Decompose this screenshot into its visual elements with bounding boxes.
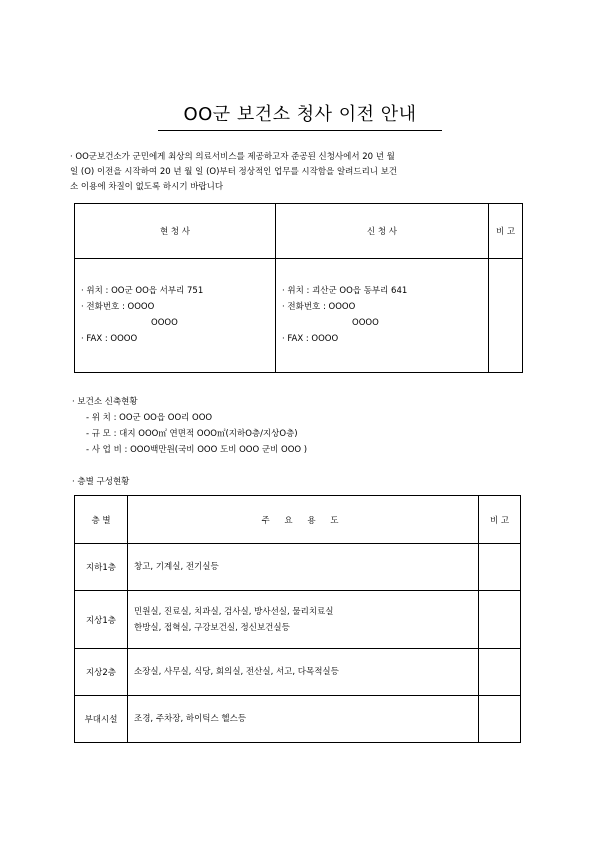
table-row [75, 591, 521, 649]
construction-scale: - 규 모 : 대지 OOO㎡ 연면적 OOO㎡(지하O층/지상O층) [86, 429, 298, 439]
floor-use [128, 591, 479, 649]
use-line: 조경, 주차장, 하이틱스 헬스등 [134, 714, 247, 724]
construction-section [72, 394, 307, 458]
intro-line: · OO군보건소가 군민에게 최상의 의료서비스를 제공하고자 준공된 신청사에서 20 년 월 [70, 152, 395, 162]
header-floor: 층 별 [75, 496, 128, 544]
table-row [75, 696, 521, 743]
use-line: 소장실, 사무실, 식당, 회의실, 전산실, 서고, 다목적실등 [134, 667, 339, 677]
construction-heading: · 보건소 신축현황 [72, 397, 138, 407]
intro-line: 소 이용에 차질이 없도록 하시기 바랍니다 [70, 182, 224, 192]
floor-usage-table [74, 495, 521, 743]
intro-paragraph [70, 150, 530, 195]
new-phone: · 전화번호 : OOOO [282, 302, 356, 312]
floor-label: 지상1층 [75, 591, 128, 649]
floor-label: 지하1층 [75, 544, 128, 591]
floor-use [128, 649, 479, 696]
table-row [75, 544, 521, 591]
intro-line: 일 (O) 이전을 시작하여 20 년 월 일 (O)부터 정상적인 업무를 시작함을 알려드리니 보건 [70, 167, 398, 177]
table-row [75, 649, 521, 696]
use-line: 민원실, 진료실, 치과실, 검사실, 방사선실, 물리치료실 [134, 606, 334, 617]
floor-use [128, 544, 479, 591]
new-fax: · FAX : OOOO [282, 334, 339, 344]
old-office-cell [75, 259, 276, 373]
old-fax: · FAX : OOOO [81, 334, 138, 344]
floor-label: 지상2층 [75, 649, 128, 696]
page-title: OO군 보건소 청사 이전 안내 [158, 100, 442, 131]
header-use: 주 요 용 도 [128, 496, 479, 544]
header-new-office: 신 청 사 [276, 204, 489, 259]
header-note: 비 고 [489, 204, 523, 259]
floors-heading: · 층별 구성현황 [72, 477, 130, 487]
office-comparison-table [74, 203, 523, 373]
new-phone-2: OOOO [352, 318, 379, 328]
old-phone: · 전화번호 : OOOO [81, 302, 155, 312]
note-cell [479, 544, 521, 591]
floor-use [128, 696, 479, 743]
note-cell [489, 259, 523, 373]
header-note: 비 고 [479, 496, 521, 544]
note-cell [479, 696, 521, 743]
construction-cost: - 사 업 비 : OOO백만원(국비 OOO 도비 OOO 군비 OOO ) [86, 445, 308, 455]
old-phone-2: OOOO [151, 318, 178, 328]
new-office-cell [276, 259, 489, 373]
note-cell [479, 591, 521, 649]
use-line: 한방실, 접혁실, 구강보건실, 정신보건실등 [134, 622, 290, 633]
old-location: · 위치 : OO군 OO읍 서부리 751 [81, 286, 204, 296]
use-line: 창고, 기계실, 전기실등 [134, 562, 219, 572]
note-cell [479, 649, 521, 696]
new-location: · 위치 : 괴산군 OO읍 동부리 641 [282, 286, 408, 296]
floor-label: 부대시설 [75, 696, 128, 743]
header-old-office: 현 청 사 [75, 204, 276, 259]
construction-location: - 위 치 : OO군 OO읍 OO리 OOO [86, 413, 213, 423]
